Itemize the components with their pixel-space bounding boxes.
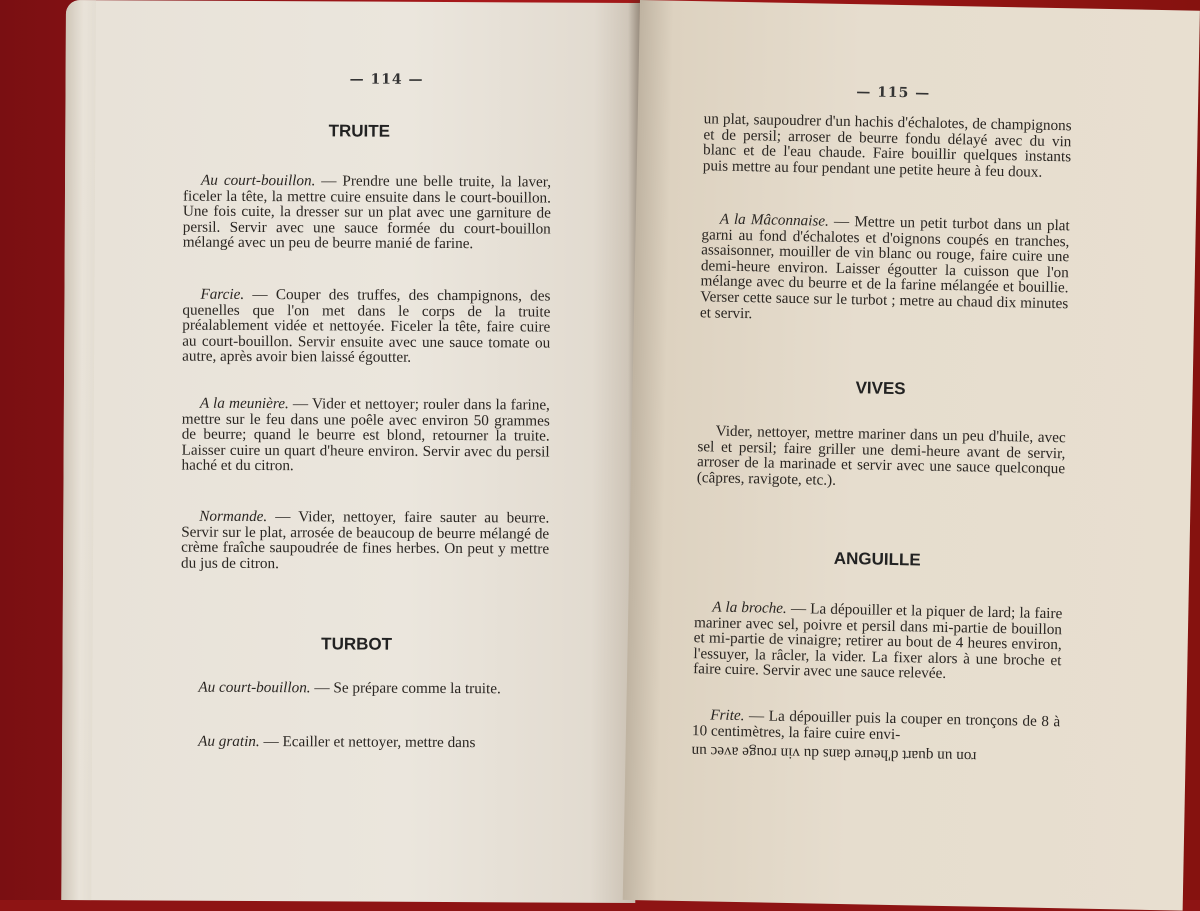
paragraph-vives bbox=[697, 423, 1066, 492]
paragraph-turbot-court-bouillon bbox=[180, 680, 548, 698]
recipe-text: — Ecailler et nettoyer, mettre dans bbox=[259, 733, 476, 752]
recipe-text: — Prendre une belle truite, la laver, ficeler la tête, la mettre cuire ensuite dans le court-bouillon. Une fois cuite, la dresser sur un plat avec une garniture de persil. Servir avec une sauce formée du court-bouillon mélangé avec un peu de beurre manié de farine. bbox=[182, 172, 552, 253]
recipe-lead: Au court-bouillon. bbox=[198, 678, 311, 697]
page-number-115: — 115 — bbox=[856, 84, 931, 102]
recipe-lead: A la broche. bbox=[712, 598, 787, 617]
heading-vives: VIVES bbox=[855, 378, 906, 399]
paragraph-truite-farcie bbox=[182, 287, 550, 367]
recipe-lead: Farcie. bbox=[200, 285, 245, 303]
paragraph-truite-meuniere bbox=[182, 396, 550, 476]
recipe-lead: Au gratin. bbox=[198, 732, 260, 751]
heading-truite: TRUITE bbox=[328, 121, 391, 141]
recipe-lead: Au court-bouillon. bbox=[201, 171, 316, 190]
left-page bbox=[61, 0, 640, 903]
paragraph-turbot-continued: un plat, saupoudrer d'un hachis d'échalotes, de champignons et de persil; arroser de beurre fondu délayé avec du vin blanc et de l'eau chaude. Faire bouillir quelques instants puis mettre au four pendant une petite heure à feu doux. bbox=[702, 110, 1072, 181]
upside-down-misprinted-line: ron un quart d'heure dans du vin rouge avec un bbox=[691, 742, 977, 766]
page-number-114: — 114 — bbox=[349, 71, 424, 88]
upside-down-line-wrapper bbox=[691, 743, 1059, 766]
recipe-text: — Vider et nettoyer; rouler dans la farine, mettre sur le feu dans une poêle avec environ 50 grammes de beurre; quand le beurre est blond, retourner la truite. Laisser cuire un quart d'heure environ. Servir avec du persil haché et du citron. bbox=[181, 395, 550, 475]
recipe-lead: Frite. bbox=[710, 706, 745, 725]
recipe-text: — Mettre un petit turbot dans un plat garni au fond d'échalotes et d'oignons coupés en tranches, assaisonner, mouiller de vin blanc ou rouge, faire cuire une demi-heure environ. Laisser égoutter la cuisson que l'on mélange avec du beurre et de la farine mélangée et bouillie. Verser cette sauce sur le turbot ; metre au chaud dix minutes et servir. bbox=[699, 212, 1070, 322]
paragraph-truite-court-bouillon bbox=[183, 173, 551, 253]
recipe-text: — Couper des truffes, des champignons, des quenelles que l'on met dans le corps de la truite préalablement vidée et nettoyée. Ficeler la tête, faire cuire au court-bouillon. Servir ensuite avec une sauce tomate ou autre, après avoir bien laissé égoutter. bbox=[182, 285, 551, 367]
paragraph-turbot-maconnaise bbox=[700, 211, 1070, 327]
recipe-text: Vider, nettoyer, mettre mariner dans un peu d'huile, avec sel et persil; faire griller une demi-heure avant de servir, arroser de la marinade et servir avec une sauce quelconque (câpres, ravigote, etc.). bbox=[696, 422, 1066, 489]
recipe-text: — Se prépare comme la truite. bbox=[310, 679, 501, 698]
paragraph-truite-normande bbox=[181, 509, 549, 573]
recipe-lead: A la meunière. bbox=[199, 394, 289, 413]
recipe-text: — Vider, nettoyer, faire sauter au beurre. Servir sur le plat, arrosée de beaucoup de beurre mélangé de crème fraîche saupoudrée de fines herbes. On peut y mettre du jus de citron. bbox=[181, 508, 550, 572]
paragraph-anguille-broche bbox=[693, 599, 1062, 684]
open-book bbox=[44, 0, 1200, 900]
recipe-text: — La dépouiller puis la couper en tronçons de 8 à 10 centimètres, la faire cuire envi- bbox=[691, 707, 1061, 743]
paragraph-turbot-gratin bbox=[180, 734, 548, 752]
recipe-lead: A la Mâconnaise. bbox=[719, 210, 830, 230]
recipe-text: — La dépouiller et la piquer de lard; la faire mariner avec sel, poivre et persil dans mi-partie de bouillon et mi-partie de vinaigre; retirer au bout de 4 heures environ, l'essuyer, la râcler, la vider. La fixer alors à une broche et faire cuire. Servir avec une sauce relevée. bbox=[693, 599, 1063, 683]
right-page bbox=[623, 0, 1200, 911]
left-page-edge bbox=[61, 0, 96, 900]
heading-turbot: TURBOT bbox=[321, 634, 393, 654]
paragraph-anguille-frite bbox=[692, 707, 1061, 745]
heading-anguille: ANGUILLE bbox=[833, 548, 921, 570]
recipe-lead: Normande. bbox=[199, 507, 268, 526]
